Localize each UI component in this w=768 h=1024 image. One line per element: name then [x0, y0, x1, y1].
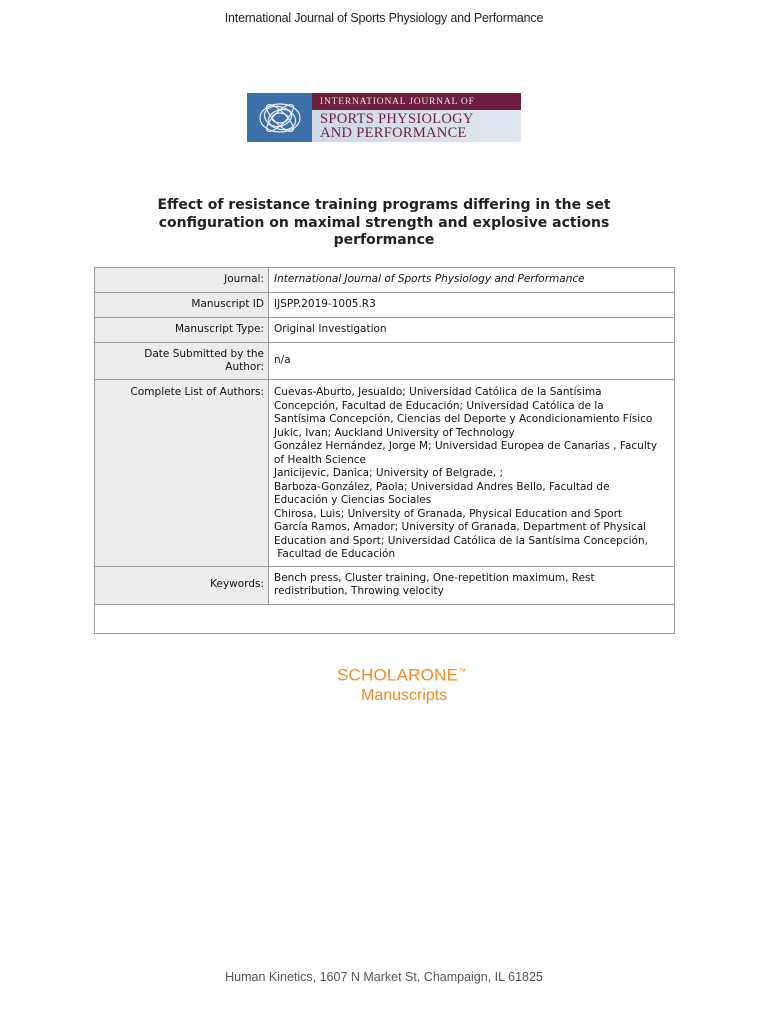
- manuscript-metadata-table: [94, 267, 675, 634]
- journal-logo: [247, 93, 521, 142]
- scholarone-logo: [337, 662, 466, 705]
- date-label-line: Author:: [225, 361, 264, 373]
- author-line: Janicijevic, Danica; University of Belgrade, ;: [274, 467, 504, 479]
- keywords-value: [269, 566, 675, 604]
- authors-value: [269, 380, 675, 567]
- empty-cell: [95, 604, 675, 633]
- author-line: Chirosa, Luis; University of Granada, Physical Education and Sport: [274, 507, 623, 520]
- scholarone-brand-b: ONE: [420, 665, 459, 685]
- date-submitted-row: [95, 343, 675, 380]
- date-submitted-value: n/a: [269, 343, 675, 380]
- journal-value: International Journal of Sports Physiology and Performance: [269, 268, 675, 293]
- manuscript-id-row: [95, 293, 675, 318]
- author-line: Cuevas-Aburto, Jesualdo; Universidad Católica de la Santísima: [274, 386, 602, 398]
- journal-label: Journal:: [95, 268, 269, 293]
- scholarone-brand-a: SCHOLAR: [337, 665, 421, 685]
- title-line: Effect of resistance training programs differing in the set: [157, 197, 611, 213]
- scholarone-sub: Manuscripts: [361, 686, 448, 704]
- manuscript-type-value: Original Investigation: [269, 318, 675, 343]
- keywords-line: redistribution, Throwing velocity: [274, 585, 444, 597]
- author-line: Concepción, Facultad de Educación; Universidad Católica de la: [274, 399, 604, 412]
- manuscript-type-row: [95, 318, 675, 343]
- author-line: Educación y Ciencias Sociales: [274, 494, 432, 506]
- author-line: González Hernández, Jorge M; Universidad Europea de Canarias , Faculty: [274, 440, 658, 452]
- author-line: Facultad de Educación: [274, 548, 396, 560]
- authors-label: Complete List of Authors:: [95, 380, 269, 567]
- keywords-row: [95, 566, 675, 604]
- running-header: International Journal of Sports Physiology and Performance: [224, 11, 544, 25]
- circular-rings-icon: [247, 93, 312, 142]
- journal-row: [95, 268, 675, 293]
- keywords-line: Bench press, Cluster training, One-repetition maximum, Rest: [274, 571, 595, 584]
- title-line: performance: [333, 232, 435, 248]
- manuscript-title: [120, 197, 648, 250]
- author-line: Jukic, Ivan; Auckland University of Technology: [274, 426, 515, 439]
- author-line: Barboza-González, Paola; Universidad Andres Bello, Facultad de: [274, 480, 610, 493]
- author-line: Education and Sport; Universidad Católica de la Santísima Concepción,: [274, 534, 648, 547]
- author-line: García Ramos, Amador; University of Granada, Department of Physical: [274, 521, 647, 533]
- scholarone-brand: [337, 662, 466, 686]
- date-label-line: Date Submitted by the: [144, 347, 264, 360]
- trademark-symbol: ™: [458, 667, 467, 676]
- manuscript-id-label: Manuscript ID: [95, 293, 269, 318]
- date-submitted-label: [95, 343, 269, 380]
- logo-line-3: AND PERFORMANCE: [320, 125, 467, 141]
- title-line: configuration on maximal strength and explosive actions: [158, 214, 610, 231]
- keywords-label: Keywords:: [95, 566, 269, 604]
- manuscript-id-value: IJSPP.2019-1005.R3: [269, 293, 675, 318]
- logo-topband-text: INTERNATIONAL JOURNAL OF: [312, 93, 521, 110]
- logo-line-2: SPORTS PHYSIOLOGY: [320, 111, 474, 127]
- footer-address: Human Kinetics, 1607 N Market St, Champaign, IL 61825: [225, 970, 543, 984]
- author-line: of Health Science: [274, 453, 366, 466]
- authors-row: [95, 380, 675, 567]
- manuscript-type-label: Manuscript Type:: [95, 318, 269, 343]
- author-line: Santísima Concepción, Ciencias del Deporte y Acondicionamiento Físico: [274, 413, 653, 425]
- empty-row: [95, 604, 675, 633]
